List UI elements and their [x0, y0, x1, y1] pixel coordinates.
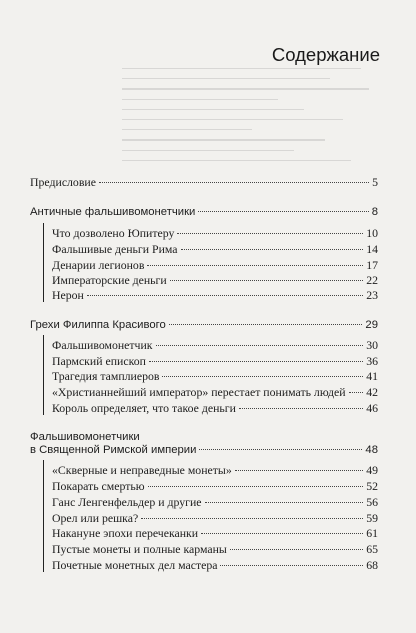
- toc-page-number: 36: [366, 354, 378, 368]
- toc-entry[interactable]: [52, 463, 378, 478]
- dot-leader: [205, 502, 364, 503]
- toc-entry[interactable]: [52, 385, 378, 400]
- section-bar: [43, 460, 44, 572]
- toc-page-number: 29: [365, 319, 378, 331]
- toc-entry[interactable]: [52, 526, 378, 541]
- toc-section-heading[interactable]: [30, 319, 378, 331]
- toc-entry-label: Пустые монеты и полные карманы: [52, 542, 227, 556]
- dot-leader: [170, 280, 363, 281]
- dot-leader: [181, 249, 364, 250]
- toc-entry-label: Фальшивые деньги Рима: [52, 242, 178, 256]
- toc-entry-label: Что дозволено Юпитеру: [52, 226, 175, 240]
- dot-leader: [220, 565, 363, 566]
- toc-page-number: 10: [366, 226, 378, 240]
- toc-section-heading[interactable]: [30, 444, 378, 456]
- toc-page-number: 48: [365, 444, 378, 456]
- dot-leader: [162, 376, 363, 377]
- dot-leader: [177, 233, 363, 234]
- toc-page-number: 22: [366, 273, 378, 287]
- toc-entry[interactable]: [52, 511, 378, 526]
- toc-entry[interactable]: [52, 226, 378, 241]
- toc-entry-label: Фальшивомонетчик: [52, 338, 153, 352]
- dot-leader: [156, 345, 364, 346]
- toc-page-number: 14: [366, 242, 378, 256]
- toc-page-number: 68: [366, 558, 378, 572]
- dot-leader: [87, 295, 363, 296]
- toc-page-number: 49: [366, 463, 378, 477]
- toc-page-number: 59: [366, 511, 378, 525]
- toc-entry[interactable]: [52, 542, 378, 557]
- toc-page-number: 42: [366, 385, 378, 399]
- dot-leader: [147, 265, 363, 266]
- toc-entry-label: Трагедия тамплиеров: [52, 369, 160, 383]
- section-bar: [43, 223, 44, 302]
- toc-entry-label: Почетные монетных дел мастера: [52, 558, 218, 572]
- toc-page-number: 5: [372, 175, 378, 189]
- toc-entry-preface[interactable]: [30, 175, 378, 190]
- toc-page-number: 52: [366, 479, 378, 493]
- toc-entry[interactable]: [52, 479, 378, 494]
- toc-entry[interactable]: [52, 354, 378, 369]
- dot-leader: [198, 211, 368, 212]
- toc-entry-label: «Христианнейший император» перестает понимать людей: [52, 385, 346, 399]
- toc-entry-label: Денарии легионов: [52, 258, 145, 272]
- toc-entry-label: Орел или решка?: [52, 511, 139, 525]
- toc-page-number: 8: [371, 206, 378, 218]
- toc-entry-label: Предисловие: [30, 175, 96, 189]
- dot-leader: [169, 324, 363, 325]
- page-title: Содержание: [271, 44, 380, 65]
- toc-page-number: 56: [366, 495, 378, 509]
- toc-entry[interactable]: [52, 401, 378, 416]
- toc-section-label: Грехи Филиппа Красивого: [30, 319, 166, 331]
- toc-page-number: 46: [366, 401, 378, 415]
- bleed-through-text: [122, 68, 382, 178]
- toc-section-label: в Священной Римской империи: [30, 444, 197, 456]
- dot-leader: [141, 518, 363, 519]
- toc-entry-label: Нерон: [52, 288, 84, 302]
- toc-entry[interactable]: [52, 288, 378, 303]
- toc-entry-label: Ганс Ленгенфельдер и другие: [52, 495, 202, 509]
- dot-leader: [148, 486, 364, 487]
- toc-page-number: 23: [366, 288, 378, 302]
- toc-entry[interactable]: [52, 273, 378, 288]
- toc-page-number: 61: [366, 526, 378, 540]
- toc-entry-label: «Скверные и неправедные монеты»: [52, 463, 232, 477]
- toc-page-number: 30: [366, 338, 378, 352]
- toc-entry-label: Король определяет, что такое деньги: [52, 401, 236, 415]
- dot-leader: [239, 408, 363, 409]
- toc-entry[interactable]: [52, 495, 378, 510]
- toc-page-number: 17: [366, 258, 378, 272]
- dot-leader: [149, 361, 363, 362]
- dot-leader: [201, 533, 363, 534]
- dot-leader: [349, 392, 364, 393]
- toc-page-number: 65: [366, 542, 378, 556]
- toc-entry[interactable]: [52, 242, 378, 257]
- toc-section-heading[interactable]: [30, 206, 378, 218]
- dot-leader: [99, 182, 369, 183]
- toc-entry[interactable]: [52, 338, 378, 353]
- toc-entry[interactable]: [52, 558, 378, 573]
- toc-entry[interactable]: [52, 369, 378, 384]
- toc-entry-label: Накануне эпохи перечеканки: [52, 526, 199, 540]
- toc-section-heading-line: Фальшивомонетчики: [30, 431, 140, 443]
- toc-page-number: 41: [366, 369, 378, 383]
- dot-leader: [199, 449, 362, 450]
- dot-leader: [230, 549, 363, 550]
- toc-entry-label: Покарать смертью: [52, 479, 145, 493]
- dot-leader: [235, 470, 363, 471]
- section-bar: [43, 335, 44, 415]
- toc-entry[interactable]: [52, 258, 378, 273]
- toc-entry-label: Пармский епископ: [52, 354, 146, 368]
- toc-entry-label: Императорские деньги: [52, 273, 167, 287]
- toc-section-label: Античные фальшивомонетчики: [30, 206, 196, 218]
